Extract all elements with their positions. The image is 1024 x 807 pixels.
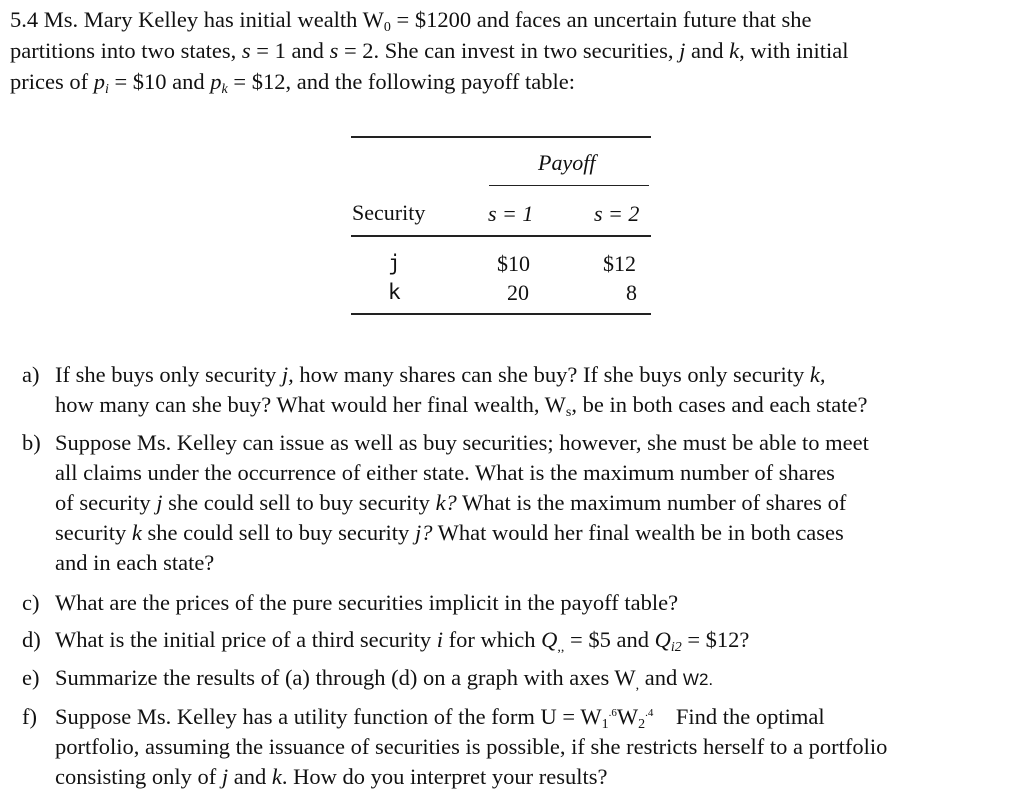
row-j-s2: $12 (603, 251, 636, 276)
problem-number: 5.4 (10, 7, 39, 32)
table-top-rule (351, 136, 651, 138)
row-k-s1: 20 (507, 280, 529, 305)
payoff-group-rule (489, 185, 649, 186)
row-j-s1: $10 (497, 251, 530, 276)
row-k-s2: 8 (626, 280, 637, 305)
problem-line-2: partitions into two states, s = 1 and s = 2. She can invest in two securities, j and k, with initial (10, 38, 849, 63)
row-j-security: j (388, 251, 401, 275)
row-k-security: k (388, 280, 401, 304)
payoff-table (0, 0, 1024, 330)
payoff-group-header: Payoff (538, 150, 596, 175)
problem-line-3: prices of $p_i$ = $10 and $p_k$ = $12, and the following payoff table: (10, 69, 575, 97)
question-f-label: f) (22, 704, 37, 729)
table-bottom-rule (351, 313, 651, 315)
question-c-label: c) (22, 590, 40, 615)
problem-line-1: 5.4 Ms. Mary Kelley has initial wealth $W_0$ = $1200 and faces an uncertain future that she (10, 7, 812, 35)
question-d-label: d) (22, 627, 41, 652)
header-security: Security (352, 200, 426, 225)
question-a-label: a) (22, 362, 40, 387)
question-b-label: b) (22, 430, 41, 455)
table-header-rule (351, 235, 651, 237)
header-s2: s = 2 (594, 201, 640, 226)
header-s1: s = 1 (488, 201, 534, 226)
question-e-label: e) (22, 665, 40, 690)
